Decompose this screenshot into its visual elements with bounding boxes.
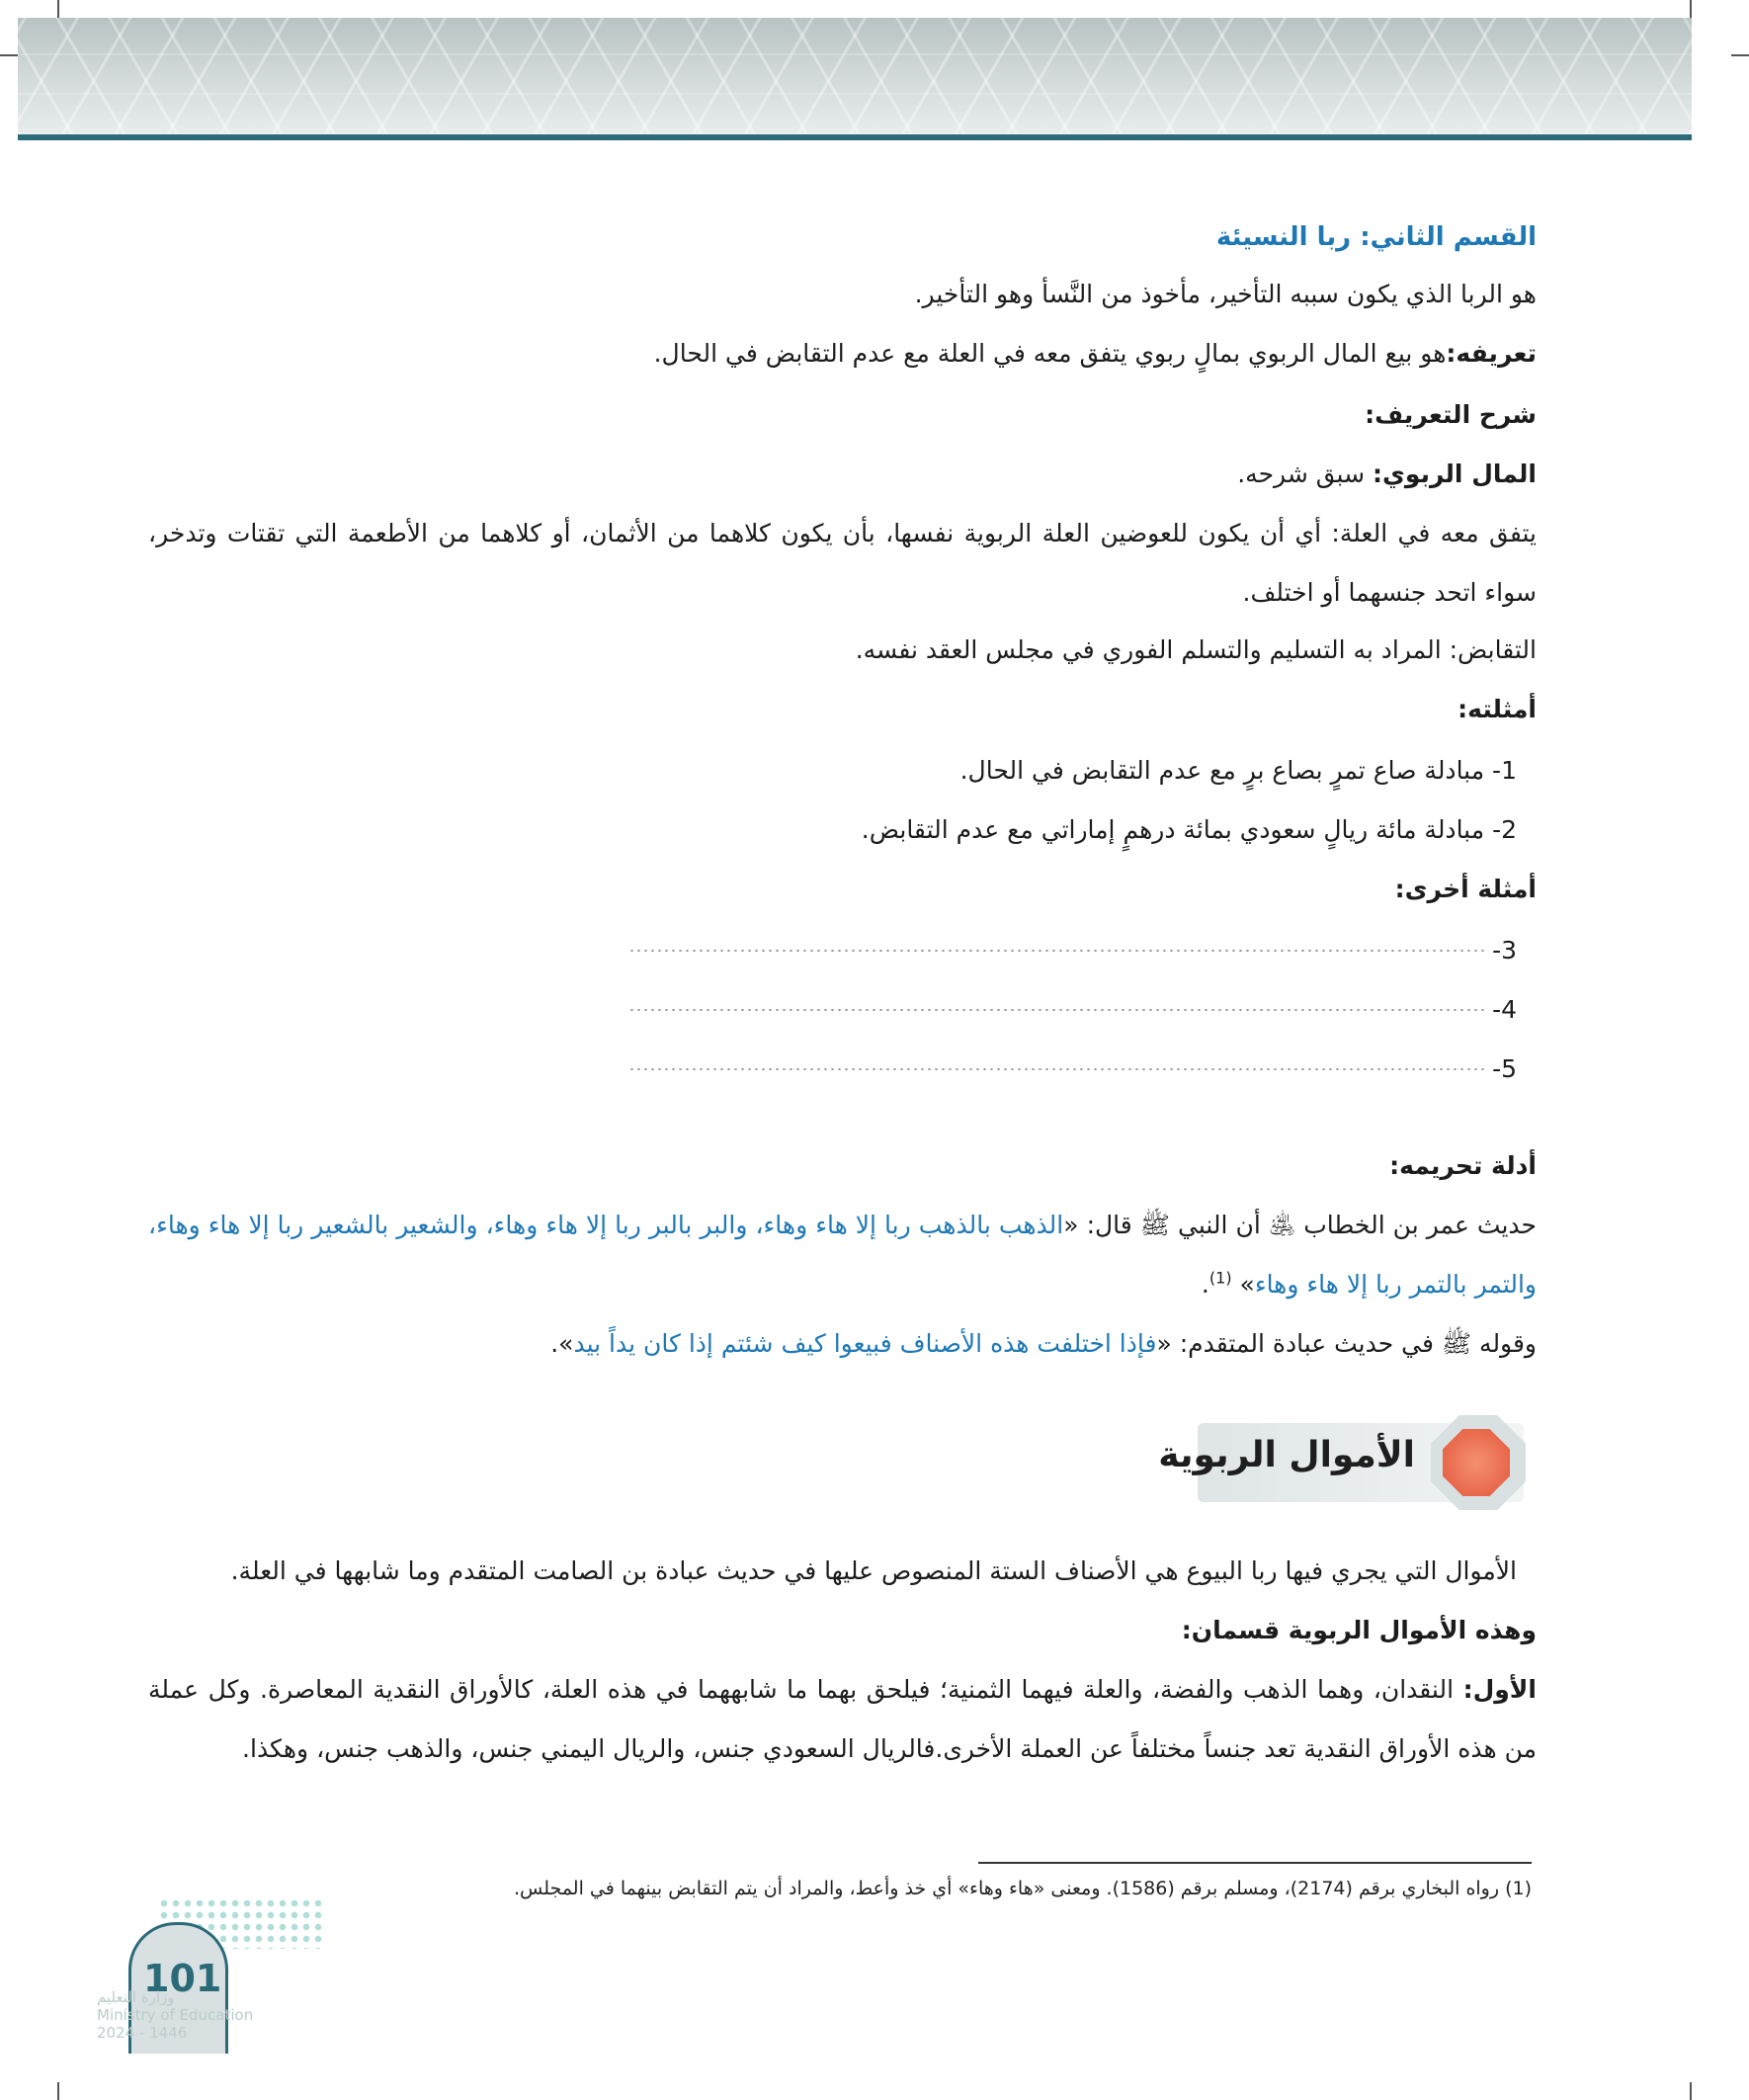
ministry-year: 2024 - 1446 [97,2024,188,2042]
definition [148,324,1537,383]
blank-number: 3- [1492,936,1517,965]
ribawi-intro: الأموال التي يجري فيها ربا البيوع هي الأصناف الستة المنصوص عليها في حديث عبادة بن الصامت المتقدم وما شابهها في العلة. [230,1556,1517,1585]
example-item: 1- مبادلة صاع تمرٍ بصاع برٍ مع عدم التقابض في الحال. [959,756,1517,785]
header-banner [18,18,1692,140]
crop-mark [1690,0,1692,18]
taqabud-line: التقابض: المراد به التسليم والتسلم الفوري في مجلس العقد نفسه. [855,635,1537,664]
hadith-2-close: ». [550,1329,574,1358]
hadith-1-quote: الذهب بالذهب ربا إلا هاء وهاء، والبر بالبر ربا إلا هاء وهاء، والشعير بالشعير ربا إلا هاء وهاء، والتمر بالتمر ربا إلا هاء وهاء [148,1211,1537,1299]
ribawi-line [148,445,1537,504]
illa-paragraph: يتفق معه في العلة: أي أن يكون للعوضين العلة الربوية نفسها، بأن يكون كلاهما من الأثمان، أو كلاهما من الأطعمة التي تقتات وتدخر، سواء اتحد جنسهما أو اختلف. [148,519,1537,607]
section-heading: القسم الثاني: ربا النسيئة [1215,222,1537,252]
ribawi-label: المال الربوي: [1373,460,1537,488]
crop-mark [57,2082,59,2100]
crop-mark [1690,2082,1692,2100]
hadith-2-intro: وقوله ﷺ في حديث عبادة المتقدم: « [1156,1329,1537,1358]
explanation-heading: شرح التعريف: [1365,400,1537,429]
examples-heading: أمثلته: [1458,695,1537,723]
dotted-fill-line [628,950,1488,952]
blank-example-5[interactable] [148,1040,1517,1099]
definition-label: تعريفه: [1446,339,1537,368]
hadith-2-quote: فإذا اختلفت هذه الأصناف فبيعوا كيف شئتم إذا كان يداً بيد [573,1329,1157,1358]
section-badge [1158,1423,1524,1502]
hadith-1-end: . [1201,1270,1209,1299]
footnote-ref[interactable]: (1) [1208,1268,1232,1288]
ministry-name-en: Ministry of Education [97,2006,254,2024]
footnote: (1) رواه البخاري برقم (2174)، ومسلم برقم (1586). ومعنى «هاء وهاء» أي خذ وأعط، والمراد أن يتم التقابض بينهما في المجلس. [514,1878,1532,1899]
first-type-label: الأول: [1462,1675,1537,1704]
ribawi-text: سبق شرحه. [1237,460,1366,488]
hadith-1 [148,1196,1537,1314]
other-examples-heading: أمثلة أخرى: [1394,875,1537,903]
blank-example-4[interactable] [148,980,1517,1040]
hadith-2 [148,1314,1537,1374]
intro-text: هو الربا الذي يكون سببه التأخير، مأخوذ من النَّسأ وهو التأخير. [914,280,1537,308]
blank-number: 4- [1492,995,1517,1024]
blank-number: 5- [1492,1054,1517,1083]
crop-mark [57,0,59,18]
badge-title: الأموال الربوية [1158,1435,1415,1475]
dotted-fill-line [628,1009,1488,1011]
crop-mark [1731,54,1749,56]
evidence-heading: أدلة تحريمه: [1389,1151,1537,1180]
first-type-paragraph [148,1660,1537,1779]
page-body [148,208,1537,1848]
definition-text: هو بيع المال الربوي بمالٍ ربوي يتفق معه في العلة مع عدم التقابض في الحال. [653,339,1447,368]
blank-example-3[interactable] [148,921,1517,980]
page-number: 101 [143,1957,222,2000]
footnote-divider [978,1862,1532,1864]
hadith-1-intro: حديث عمر بن الخطاب ﵁ أن النبي ﷺ قال: « [1063,1211,1537,1239]
hadith-1-close: » [1239,1270,1255,1299]
first-type-text: النقدان، وهما الذهب والفضة، والعلة فيهما الثمنية؛ فيلحق بهما ما شابههما في هذه العلة، كالأوراق النقدية المعاصرة. وكل عملة من هذه الأوراق النقدية تعد جنساً مختلفاً عن العملة الأخرى.فالريال السعودي جنس، والريال اليمني جنس، والذهب جنس، وهكذا. [148,1675,1537,1763]
ministry-name-ar: وزارة التعليم [97,1988,175,2006]
example-item: 2- مبادلة مائة ريالٍ سعودي بمائة درهمٍ إماراتي مع عدم التقابض. [861,815,1517,844]
ministry-logo [97,1988,253,2042]
two-types-heading: وهذه الأموال الربوية قسمان: [1181,1616,1537,1644]
crop-mark [0,54,18,56]
dotted-fill-line [628,1068,1488,1070]
